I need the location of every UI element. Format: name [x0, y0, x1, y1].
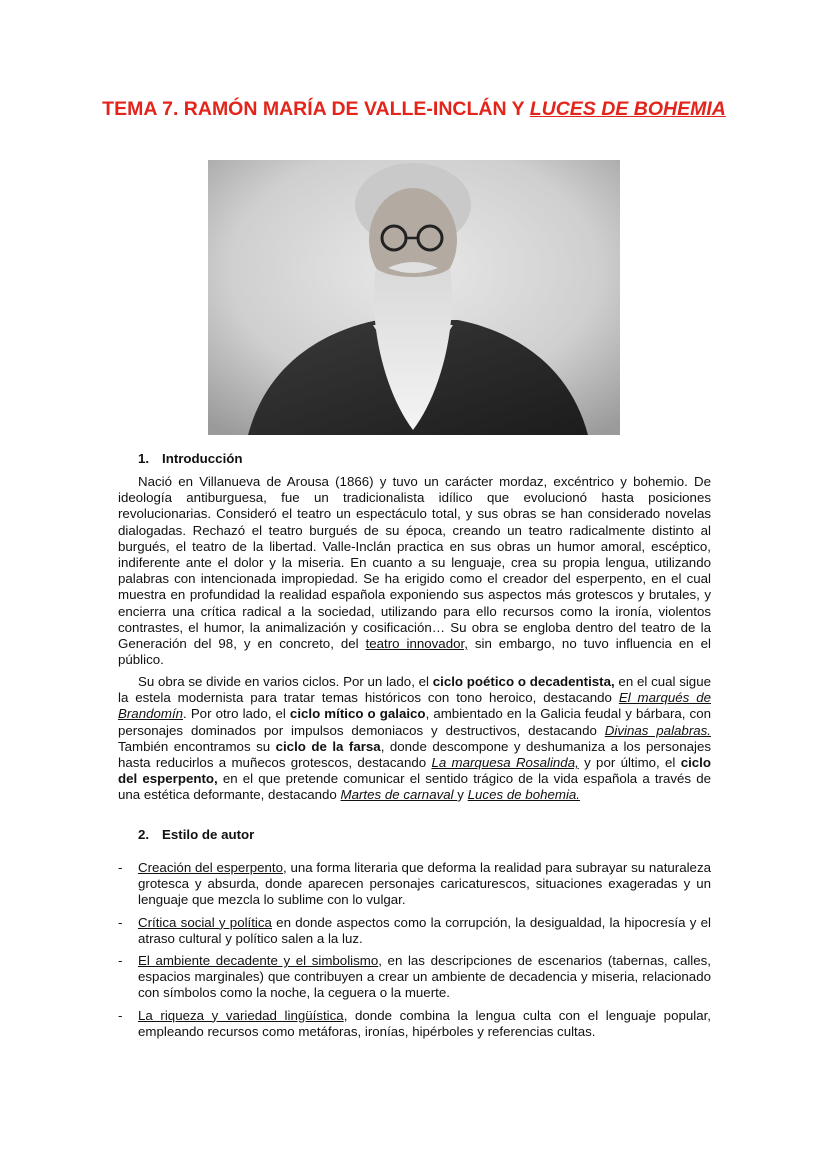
teatro-innovador-link: teatro innovador, — [365, 636, 468, 652]
cycles-text: y — [457, 787, 468, 803]
item-text: en donde aspectos como la corrupción, la desigualdad, la hipocresía y el atraso cultural y político salen a la luz. — [138, 914, 711, 946]
section-title: Estilo de autor — [162, 827, 255, 842]
bullet-dash: - — [118, 860, 123, 875]
cycle-poetico: ciclo poético o decadentista, — [432, 674, 615, 689]
author-portrait — [208, 160, 620, 435]
section-title: Introducción — [162, 451, 243, 466]
cycles-text: También encontramos su — [118, 738, 276, 754]
intro-text-end: sin embargo, no tuvo influencia en el público. — [118, 636, 712, 668]
item-topic: Crítica social y política — [138, 914, 272, 930]
work-title: La marquesa Rosalinda, — [431, 755, 579, 771]
list-item — [118, 915, 711, 947]
item-topic: La riqueza y variedad lingüística — [138, 1007, 344, 1023]
bullet-dash: - — [118, 953, 123, 969]
cycle-mitico: ciclo mítico o galaico — [289, 706, 426, 722]
item-text: , donde combina la lengua culta con el lenguaje popular, empleando recursos como metáforas, ironías, hipérboles y referencias cultas. — [138, 1007, 711, 1039]
section-number: 1. — [138, 451, 150, 466]
intro-text: Nació en Villanueva de Arousa (1866) y tuvo un carácter mordaz, excéntrico y bohemio. De ideología antiburguesa, fue un tradicionalista idílico que evolucionó hasta posiciones revolucionarias. Consideró el teatro un espectáculo total, y sus obras se han considerado novelas dialogadas. Rechazó el teatro burgués de su época, creando un teatro radicalmente distinto al burgués, el teatro de la libertad. Valle-Inclán practica en sus obras un humor amoral, escéptico, indiferente ante el dolor y la miseria. En cuanto a su lenguaje, crea su propia lengua, utilizando palabras con intencionada impropiedad. Se ha erigido como el creador del esperpento, en el cual muestra en profundidad la realidad española exponiendo sus aspectos más grotescos y brutales, y encierra una crítica radical a la sociedad, utilizando para ello recursos como la ironía, violentos contrastes, el humor, la animalización y cosificación… Su obra se engloba dentro del teatro de la Generación del 98, y en concreto, del — [118, 474, 711, 652]
bullet-dash: - — [118, 914, 123, 930]
title-main: TEMA 7. RAMÓN MARÍA DE VALLE-INCLÁN Y — [102, 98, 530, 120]
work-title: Divinas palabras. — [604, 722, 711, 738]
cycles-text: en el cual sigue la estela modernista para tratar temas históricos con tono heroico, destacando — [118, 674, 711, 706]
item-topic: El ambiente decadente y el simbolismo — [138, 953, 379, 969]
section-heading-estilo — [138, 827, 254, 842]
work-title: Martes de carnaval — [340, 787, 458, 803]
list-item — [118, 953, 711, 1002]
cycles-text: en el que pretende comunicar el sentido trágico de la vida española a través de una estética deformante, destacando — [118, 771, 711, 803]
cycles-text: y por último, el — [578, 755, 681, 771]
title-work: LUCES DE BOHEMIA — [529, 98, 726, 120]
cycles-paragraph — [118, 674, 711, 804]
cycles-text: , ambientado en la Galicia feudal y bárbara, con personajes dominados por impulsos demoniacos y destructivos, destacando — [118, 706, 711, 738]
intro-paragraph — [118, 474, 711, 668]
style-list — [118, 860, 711, 1046]
cycles-text: Su obra se divide en varios ciclos. Por un lado, el — [138, 674, 433, 689]
list-item — [118, 1008, 711, 1040]
item-text: , una forma literaria que deforma la realidad para subrayar su naturaleza grotesca y absurda, donde aparecen personajes caricaturescos, situaciones exageradas y un lenguaje que mezcla lo sublime con lo vulgar. — [138, 860, 711, 908]
item-topic: Creación del esperpento — [138, 860, 284, 875]
cycles-text: , donde descompone y deshumaniza a los personajes hasta reducirlos a muñecos grotescos, destacando — [118, 738, 711, 771]
cycle-esperpento: ciclo del esperpento, — [118, 755, 711, 787]
cycle-farsa: ciclo de la farsa — [275, 738, 381, 754]
work-title: El marqués de Brandomín — [118, 690, 711, 722]
page-title — [80, 96, 748, 123]
bullet-dash: - — [118, 1007, 123, 1023]
section-number: 2. — [138, 827, 150, 842]
section-heading-introduccion — [138, 451, 243, 466]
list-item — [118, 860, 711, 909]
work-title: Luces de bohemia. — [467, 787, 581, 803]
cycles-text: . Por otro lado, el — [183, 706, 290, 722]
item-text: , en las descripciones de escenarios (tabernas, calles, espacios marginales) que contribuyen a crear un ambiente de decadencia y miseria, relacionado con símbolos como la noche, la ceguera o la muerte. — [138, 953, 711, 1001]
